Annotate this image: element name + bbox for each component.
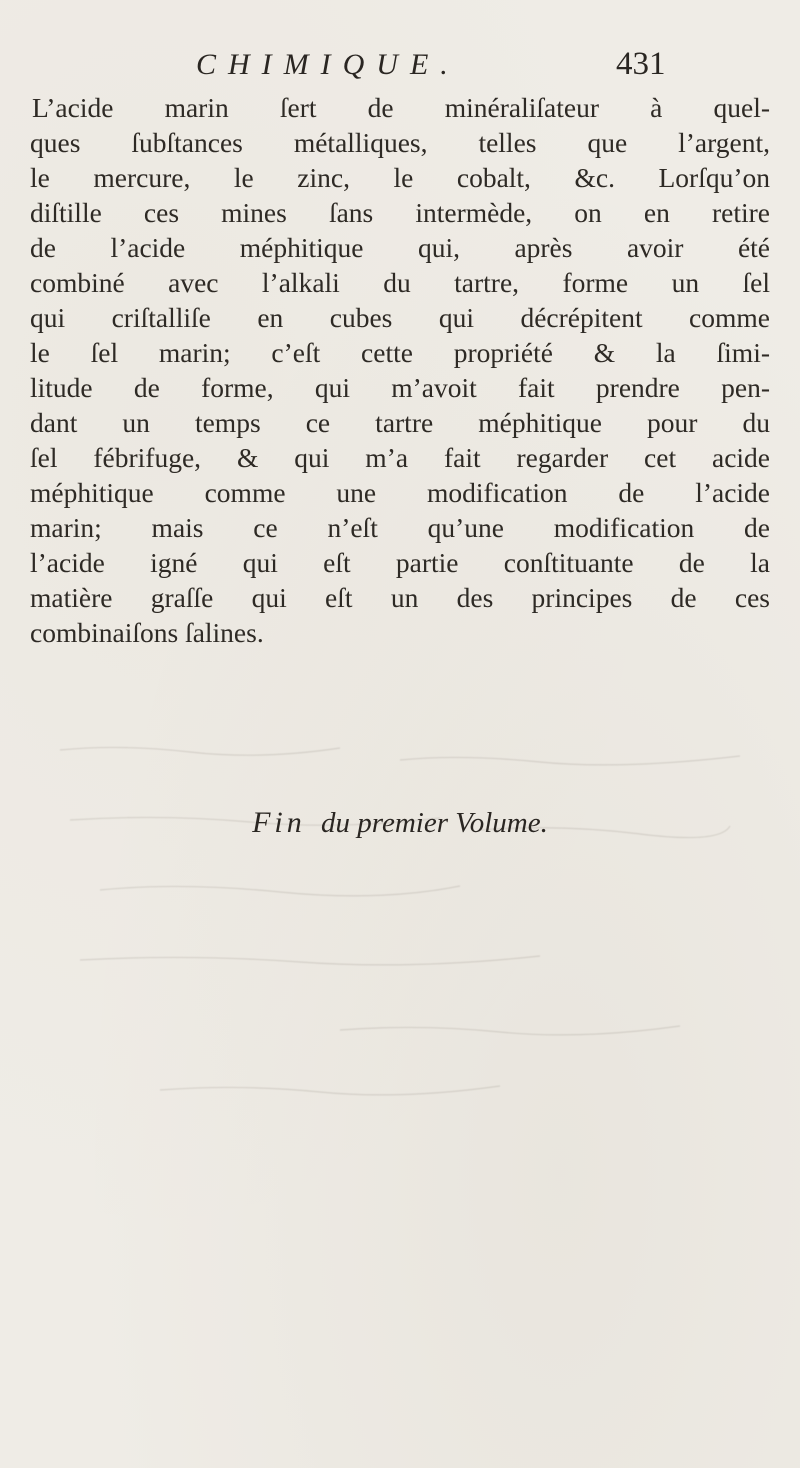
text-line: l’acide igné qui eſt partie conſtituante de la [30,547,770,578]
colophon-fin: Fin [252,806,306,839]
text-line: le ſel marin; c’eſt cette propriété & la ſimi- [30,337,770,368]
running-title: CHIMIQUE. [196,48,460,81]
text-line: ques ſubſtances métalliques, telles que l’argent, [30,127,770,158]
show-through-texture [40,730,760,1150]
colophon [0,806,800,840]
text-line: litude de forme, qui m’avoit fait prendre pen- [30,372,770,403]
body-text [30,90,770,650]
text-line: matière graſſe qui eſt un des principes de ces [30,582,770,613]
text-line: qui criſtalliſe en cubes qui décrépitent comme [30,302,770,333]
text-line: combinaiſons ſalines. [30,617,264,648]
text-line: marin; mais ce n’eſt qu’une modification de [30,512,770,543]
text-line: combiné avec l’alkali du tartre, forme un ſel [30,267,770,298]
text-line: dant un temps ce tartre méphitique pour du [30,407,770,438]
page-number: 431 [616,46,666,82]
text-line: diſtille ces mines ſans intermède, on en retire [30,197,770,228]
text-line: L’acide marin ſert de minéraliſateur à quel- [32,92,770,123]
text-line: méphitique comme une modification de l’acide [30,477,770,508]
text-line: le mercure, le zinc, le cobalt, &c. Lorſqu’on [30,162,770,193]
text-line: de l’acide méphitique qui, après avoir été [30,232,770,263]
colophon-rest: du premier Volume. [321,807,548,839]
running-head [196,44,756,92]
text-line: ſel fébrifuge, & qui m’a fait regarder cet acide [30,442,770,473]
